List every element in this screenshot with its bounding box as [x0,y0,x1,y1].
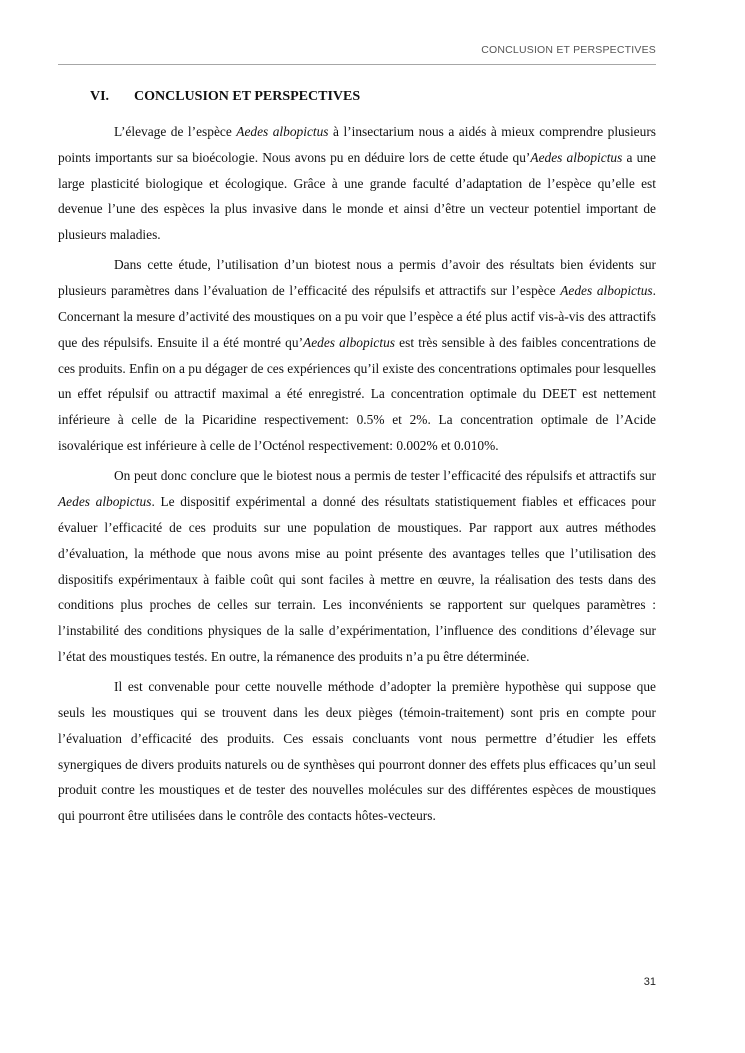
species-name: Aedes albopictus [530,149,623,165]
species-name: Aedes albopictus [58,494,152,510]
paragraph [58,674,656,829]
section-heading [90,89,360,105]
paragraph [58,463,656,669]
header-rule [58,64,656,65]
text-run: On peut donc conclure que le biotest nous a permis de tester l’efficacité des répulsifs et attractifs sur [114,468,656,484]
text-run: Il est convenable pour cette nouvelle méthode d’adopter la première hypothèse qui suppose que seuls les moustiques qui se trouvent dans les deux pièges (témoin-traitement) sont pris en compte pour l’évaluation d’efficacité des produits. Ces essais concluants vont nous permettre d’étudier les effets synergiques de divers produits naturels ou de synthèses qui pourront donner des effets plus efficaces qu’un seul produit contre les moustiques et de tester des nouvelles molécules sur des différentes espèces de moustiques qui pourront être utilisées dans le contrôle des contacts hôtes-vecteurs. [58,679,656,824]
running-header: CONCLUSION ET PERSPECTIVES [481,44,656,56]
text-run: . Concernant la mesure d’activité des moustiques on a pu voir que l’espèce a été plus actif vis-à-vis des attractifs que des répulsifs. Ensuite il a été montré qu’ [58,283,656,350]
body-text [58,119,656,834]
text-run: à l’insectarium nous a aidés à mieux comprendre plusieurs points importants sur sa bioécologie. Nous avons pu en déduire lors de cette étude qu’ [58,124,656,165]
species-name: Aedes albopictus [303,334,395,350]
section-number: VI. [90,89,110,104]
text-run: a une large plasticité biologique et écologique. Grâce à une grande faculté d’adaptation de l’espèce qu’elle est devenue l’une des espèces la plus invasive dans le monde et ainsi d’être un vecteur potentiel important de plusieurs maladies. [58,149,656,243]
paragraph [58,252,656,458]
species-name: Aedes albopictus [236,124,329,139]
text-run: . Le dispositif expérimental a donné des résultats statistiquement fiables et efficaces pour évaluer l’efficacité de ces produits sur une population de moustiques. Par rapport aux autres méthodes d’évaluation, la méthode que nous avons mise au point présente des avantages telles que l’utilisation des dispositifs expérimentaux à faible coût qui sont faciles à mettre en œuvre, la réalisation des tests dans des conditions plus proches de celles sur terrain. Les inconvénients se rapportent sur quelques paramètres : l’instabilité des conditions physiques de la salle d’expérimentation, l’influence des conditions d’élevage sur l’état des moustiques testés. En outre, la rémanence des produits n’a pu être déterminée. [58,494,656,664]
page-number: 31 [643,976,656,988]
text-run: L’élevage de l’espèce [114,124,237,139]
species-name: Aedes albopictus [560,283,653,299]
text-run: est très sensible à des faibles concentrations de ces produits. Enfin on a pu dégager de ces expériences qu’il existe des concentrations optimales pour lesquelles un effet répulsif ou attractif maximal a été enregistré. La concentration optimale du DEET est nettement inférieure à celle de la Picaridine respectivement: 0.5% et 2%. La concentration optimale de l’Acide isovalérique est inférieure à celle de l’Octénol respectivement: 0.002% et 0.010%. [58,334,656,454]
text-run: Dans cette étude, l’utilisation d’un biotest nous a permis d’avoir des résultats bien évidents sur plusieurs paramètres dans l’évaluation de l’efficacité des répulsifs et attractifs sur l’espèce [58,257,656,299]
section-title: CONCLUSION ET PERSPECTIVES [134,89,361,104]
paragraph [58,119,656,248]
